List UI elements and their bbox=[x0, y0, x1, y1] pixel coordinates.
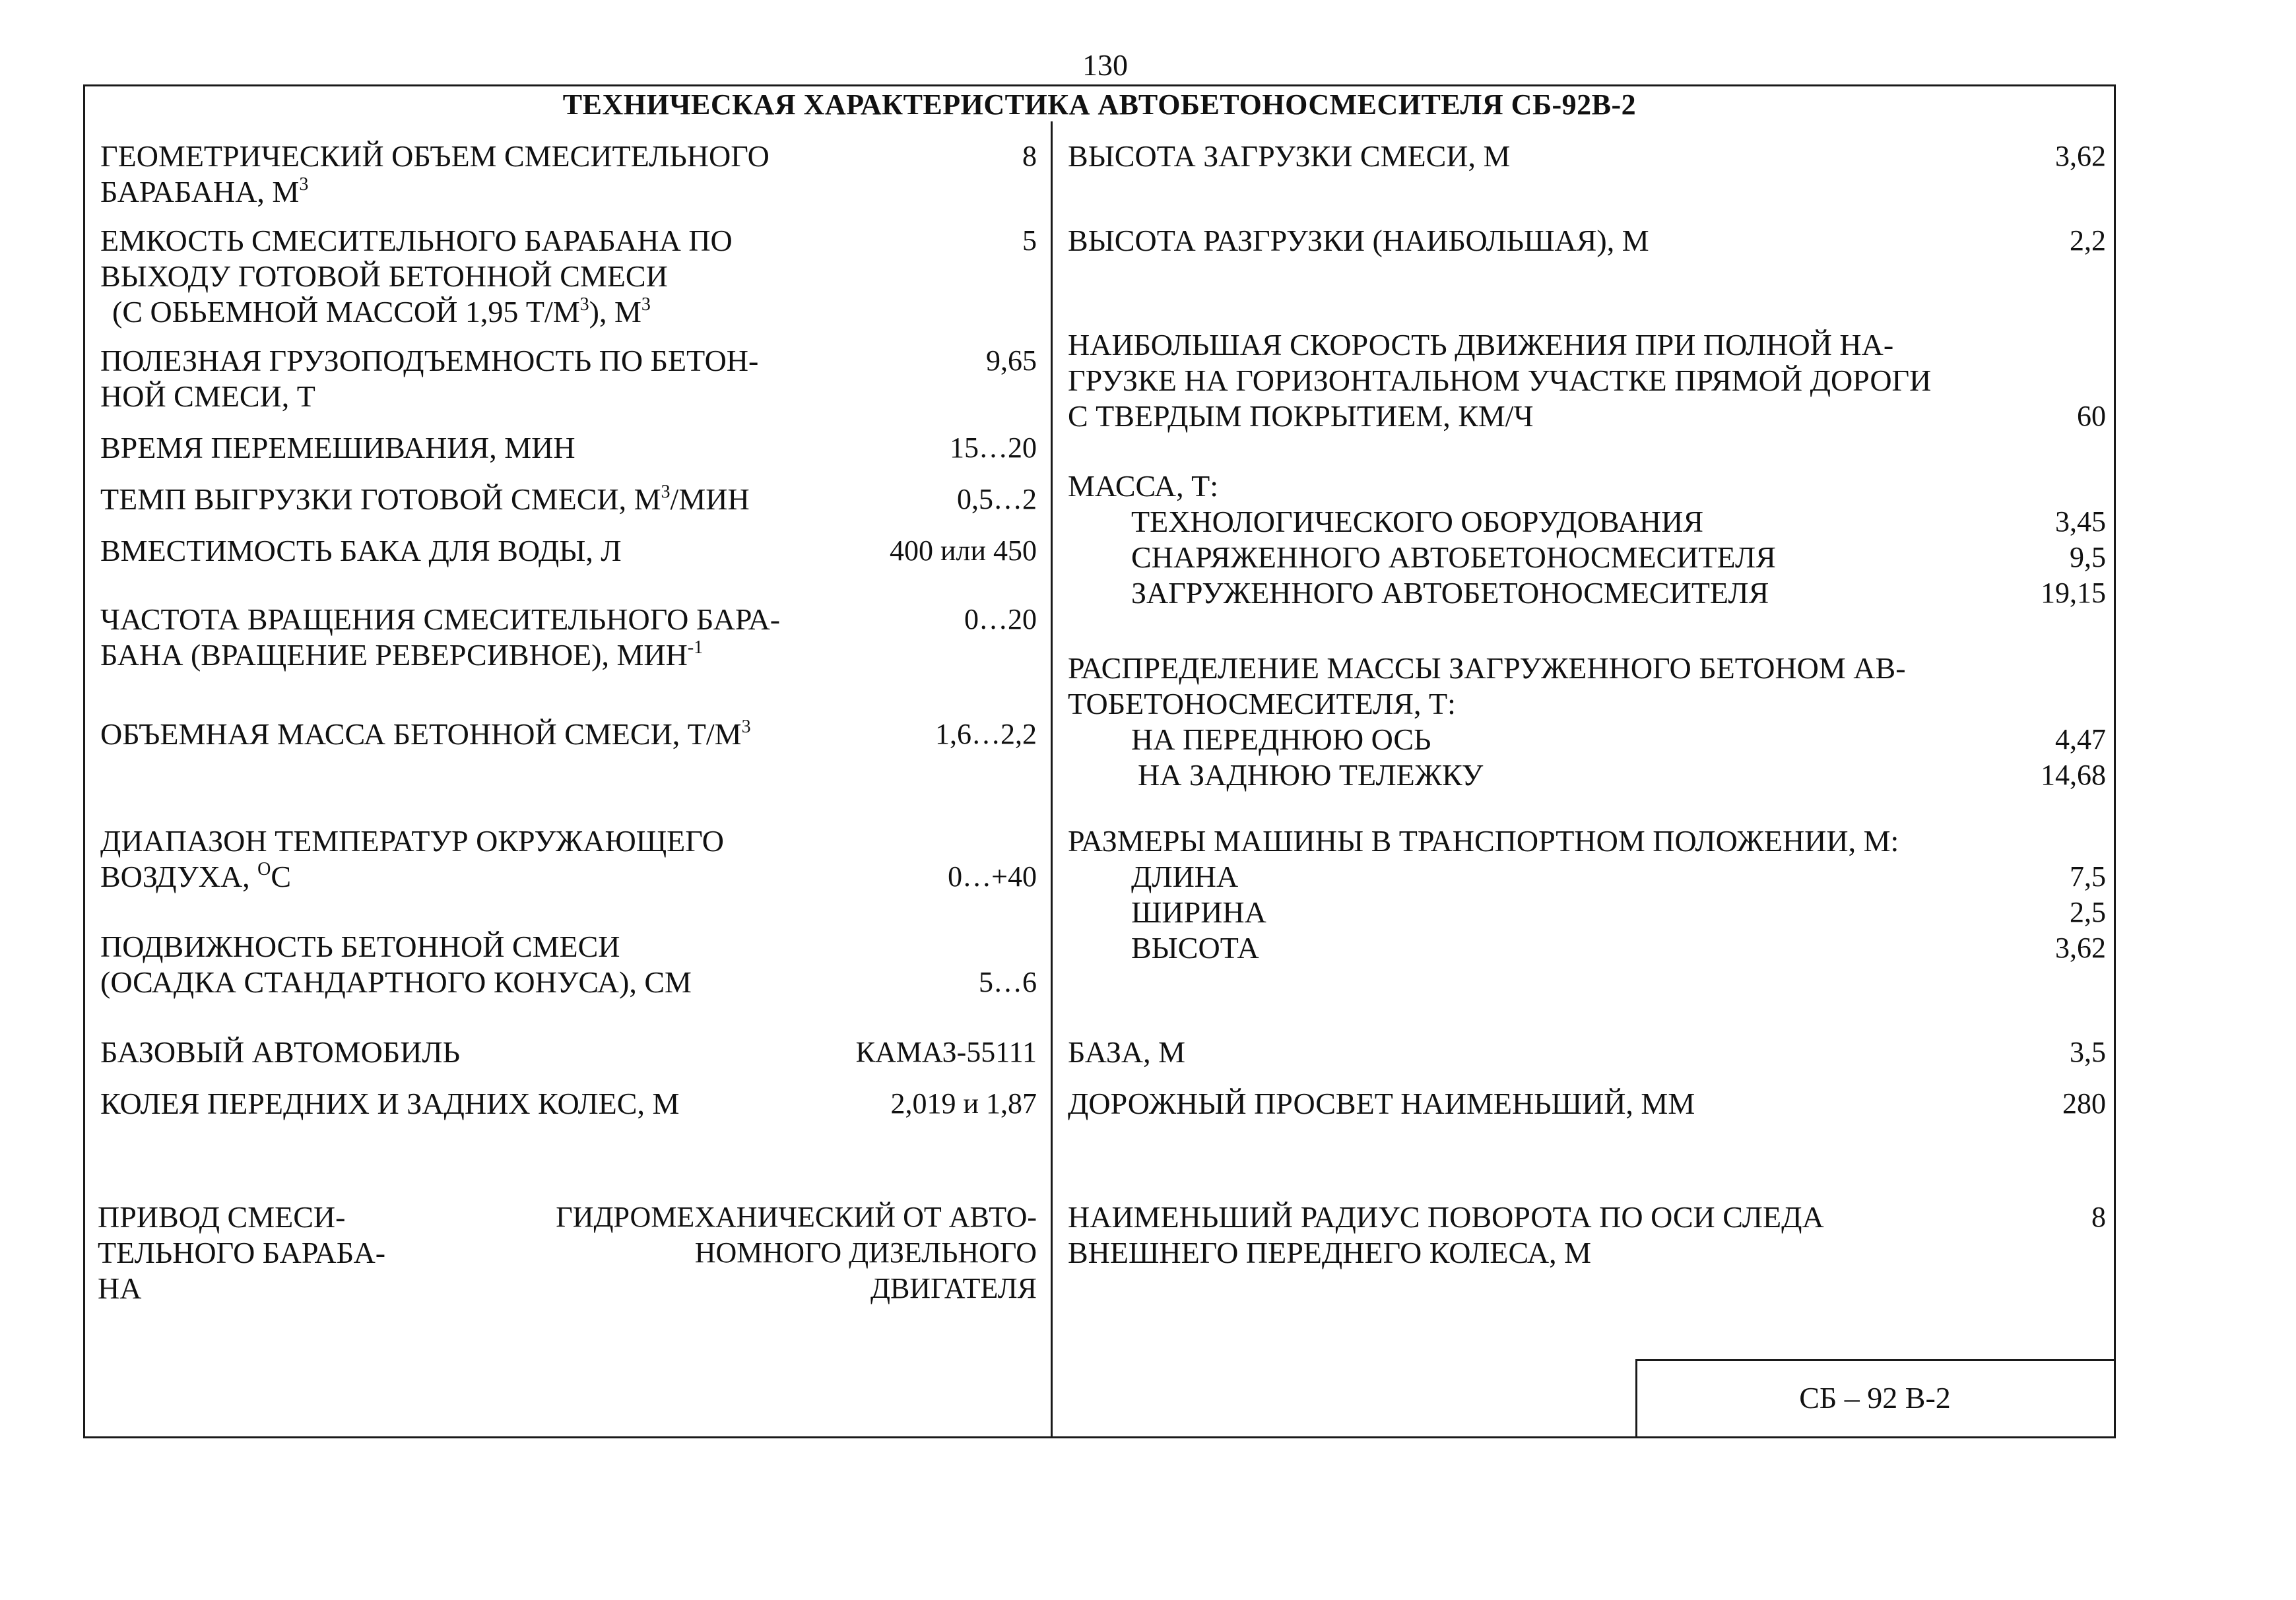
right-row6-item1-label: ДЛИНА bbox=[1131, 860, 1239, 893]
left-row3-line2: НОЙ СМЕСИ, Т bbox=[100, 379, 315, 413]
right-row6-heading: РАЗМЕРЫ МАШИНЫ В ТРАНСПОРТНОМ ПОЛОЖЕНИИ, М: bbox=[1068, 824, 1899, 858]
left-row13-line2: ТЕЛЬНОГО БАРАБА- bbox=[98, 1236, 386, 1269]
left-row10-line1: ПОДВИЖНОСТЬ БЕТОННОЙ СМЕСИ bbox=[100, 930, 620, 963]
left-row11-line1: БАЗОВЫЙ АВТОМОБИЛЬ bbox=[100, 1035, 461, 1069]
right-row8-line1: ДОРОЖНЫЙ ПРОСВЕТ НАИМЕНЬШИЙ, ММ bbox=[1068, 1087, 1695, 1120]
right-row5-item1-value: 4,47 bbox=[2055, 723, 2106, 755]
left-row3-line1: ПОЛЕЗНАЯ ГРУЗОПОДЪЕМНОСТЬ ПО БЕТОН- bbox=[100, 344, 759, 377]
right-row4-item1-label: ТЕХНОЛОГИЧЕСКОГО ОБОРУДОВАНИЯ bbox=[1131, 505, 1704, 538]
right-row7-value: 3,5 bbox=[2070, 1036, 2106, 1068]
right-row3-line1: НАИБОЛЬШАЯ СКОРОСТЬ ДВИЖЕНИЯ ПРИ ПОЛНОЙ НА- bbox=[1068, 328, 1894, 362]
left-row7-value: 0…20 bbox=[964, 603, 1037, 635]
left-row13-line1: ПРИВОД СМЕСИ- bbox=[98, 1200, 346, 1234]
left-row13-line3: НА bbox=[98, 1271, 142, 1305]
right-row6-item2-value: 2,5 bbox=[2070, 896, 2106, 928]
right-row7-line1: БАЗА, М bbox=[1068, 1035, 1186, 1069]
left-row10-value: 5…6 bbox=[979, 966, 1037, 998]
right-row9-value: 8 bbox=[2091, 1201, 2106, 1233]
right-row9-line2: ВНЕШНЕГО ПЕРЕДНЕГО КОЛЕСА, М bbox=[1068, 1236, 1592, 1269]
right-row4-item3-label: ЗАГРУЖЕННОГО АВТОБЕТОНОСМЕСИТЕЛЯ bbox=[1131, 576, 1769, 610]
right-row6-item3-label: ВЫСОТА bbox=[1131, 931, 1259, 965]
left-row9-line1: ДИАПАЗОН ТЕМПЕРАТУР ОКРУЖАЮЩЕГО bbox=[100, 824, 724, 858]
right-row2-line1: ВЫСОТА РАЗГРУЗКИ (НАИБОЛЬШАЯ), М bbox=[1068, 224, 1649, 257]
right-row4-heading: МАССА, Т: bbox=[1068, 469, 1219, 503]
right-row4-item3-value: 19,15 bbox=[2041, 577, 2106, 609]
left-row1-line1: ГЕОМЕТРИЧЕСКИЙ ОБЪЕМ СМЕСИТЕЛЬНОГО bbox=[100, 139, 770, 173]
right-row4-item2-label: СНАРЯЖЕННОГО АВТОБЕТОНОСМЕСИТЕЛЯ bbox=[1131, 540, 1776, 574]
right-row5-heading2: ТОБЕТОНОСМЕСИТЕЛЯ, Т: bbox=[1068, 687, 1456, 720]
left-row1-value: 8 bbox=[1022, 140, 1037, 172]
left-row8-line1: ОБЪЕМНАЯ МАССА БЕТОННОЙ СМЕСИ, $Т/М^3$ bbox=[100, 717, 751, 751]
right-row6-item1-value: 7,5 bbox=[2070, 860, 2106, 893]
page-title: ТЕХНИЧЕСКАЯ ХАРАКТЕРИСТИКА АВТОБЕТОНОСМЕСИТЕЛЯ СБ-92В-2 bbox=[562, 88, 1637, 121]
right-row1-value: 3,62 bbox=[2055, 140, 2106, 172]
left-row13-value2: НОМНОГО ДИЗЕЛЬНОГО bbox=[694, 1236, 1037, 1269]
right-row5-item2-label: НА ЗАДНЮЮ ТЕЛЕЖКУ bbox=[1138, 758, 1484, 792]
right-row5-heading1: РАСПРЕДЕЛЕНИЕ МАССЫ ЗАГРУЖЕННОГО БЕТОНОМ АВ- bbox=[1068, 651, 1906, 685]
left-row4-line1: ВРЕМЯ ПЕРЕМЕШИВАНИЯ, МИН bbox=[100, 431, 575, 464]
right-row5-item2-value: 14,68 bbox=[2041, 759, 2106, 791]
page-number: 130 bbox=[1082, 48, 1128, 82]
right-row1-line1: ВЫСОТА ЗАГРУЗКИ СМЕСИ, М bbox=[1068, 139, 1511, 173]
column-divider bbox=[1051, 121, 1053, 1438]
left-row13-value1: ГИДРОМЕХАНИЧЕСКИЙ ОТ АВТО- bbox=[556, 1201, 1037, 1233]
left-row6-value: 400 или 450 bbox=[889, 534, 1037, 567]
right-row3-value: 60 bbox=[2077, 400, 2106, 432]
left-row9-value: 0…+40 bbox=[948, 860, 1037, 893]
left-row4-value: 15…20 bbox=[950, 432, 1037, 464]
left-row12-line1: КОЛЕЯ ПЕРЕДНИХ И ЗАДНИХ КОЛЕС, М bbox=[100, 1087, 680, 1120]
left-row2-line2: ВЫХОДУ ГОТОВОЙ БЕТОННОЙ СМЕСИ bbox=[100, 259, 668, 293]
left-row12-value: 2,019 и 1,87 bbox=[890, 1087, 1037, 1120]
left-row9-line2: ВОЗДУХА, $^O$С bbox=[100, 859, 292, 893]
left-row5-value: 0,5…2 bbox=[957, 483, 1037, 515]
left-row2-value: 5 bbox=[1022, 224, 1037, 257]
left-row3-value: 9,65 bbox=[986, 344, 1037, 377]
right-row8-value: 280 bbox=[2062, 1087, 2106, 1120]
left-row13-value3: ДВИГАТЕЛЯ bbox=[870, 1272, 1037, 1304]
left-row10-line2: (ОСАДКА СТАНДАРТНОГО КОНУСА), СМ bbox=[100, 965, 692, 999]
right-row9-line1: НАИМЕНЬШИЙ РАДИУС ПОВОРОТА ПО ОСИ СЛЕДА bbox=[1068, 1200, 1824, 1234]
left-row6-line1: ВМЕСТИМОСТЬ БАКА ДЛЯ ВОДЫ, Л bbox=[100, 534, 622, 567]
right-row4-item2-value: 9,5 bbox=[2070, 541, 2106, 573]
left-row7-line1: ЧАСТОТА ВРАЩЕНИЯ СМЕСИТЕЛЬНОГО БАРА- bbox=[100, 602, 781, 636]
right-row3-line3: С ТВЕРДЫМ ПОКРЫТИЕМ, КМ/Ч bbox=[1068, 399, 1534, 433]
right-row5-item1-label: НА ПЕРЕДНЮЮ ОСЬ bbox=[1131, 722, 1431, 756]
left-row7-line2: БАНА (ВРАЩЕНИЕ РЕВЕРСИВНОЕ), $МИН^{-1}$ bbox=[100, 637, 704, 672]
left-row2-line1: ЕМКОСТЬ СМЕСИТЕЛЬНОГО БАРАБАНА ПО bbox=[100, 224, 733, 257]
right-row3-line2: ГРУЗКЕ НА ГОРИЗОНТАЛЬНОМ УЧАСТКЕ ПРЯМОЙ ДОРОГИ bbox=[1068, 364, 1932, 397]
left-row2-line3: (С ОБЬЕМНОЙ МАССОЙ 1,95 $Т/М^3$), $М^3$ bbox=[112, 294, 651, 329]
left-row1-line2: БАРАБАНА, $М^3$ bbox=[100, 174, 309, 208]
right-row6-item2-label: ШИРИНА bbox=[1131, 895, 1266, 929]
left-row11-value: КАМАЗ-55111 bbox=[855, 1036, 1037, 1068]
right-row4-item1-value: 3,45 bbox=[2055, 505, 2106, 538]
left-row8-value: 1,6…2,2 bbox=[935, 718, 1037, 750]
stamp-label: СБ – 92 В-2 bbox=[1799, 1381, 1951, 1415]
right-row2-value: 2,2 bbox=[2070, 224, 2106, 257]
left-row5-line1: ТЕМП ВЫГРУЗКИ ГОТОВОЙ СМЕСИ, $М^3$/МИН bbox=[100, 482, 750, 516]
right-row6-item3-value: 3,62 bbox=[2055, 932, 2106, 964]
